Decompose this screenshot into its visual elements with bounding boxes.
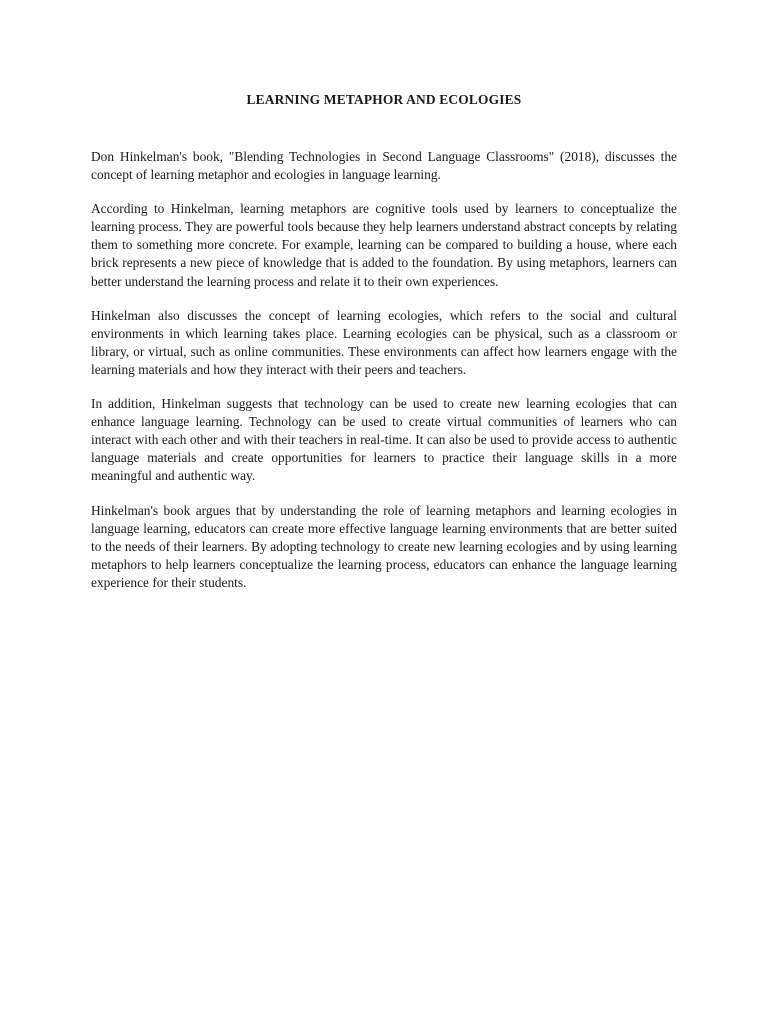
- paragraph-intro: Don Hinkelman's book, "Blending Technologies in Second Language Classrooms" (2018), discusses the concept of learning metaphor and ecologies in language learning.: [91, 149, 677, 183]
- document-body: [91, 148, 677, 608]
- paragraph-learning-metaphors: According to Hinkelman, learning metaphors are cognitive tools used by learners to conceptualize the learning process. They are powerful tools because they help learners understand abstract concepts by relating them to something more concrete. For example, learning can be compared to building a house, where each brick represents a new piece of knowledge that is added to the foundation. By using metaphors, learners can better understand the learning process and relate it to their own experiences.: [91, 201, 677, 289]
- document-title: LEARNING METAPHOR AND ECOLOGIES: [246, 92, 522, 107]
- paragraph-technology: In addition, Hinkelman suggests that technology can be used to create new learning ecologies that can enhance language learning. Technology can be used to create virtual communities of learners who can interact with each other and with their teachers in real-time. It can also be used to provide access to authentic language materials and create opportunities for learners to practice their language skills in a more meaningful and authentic way.: [91, 396, 677, 484]
- paragraph-conclusion: Hinkelman's book argues that by understanding the role of learning metaphors and learning ecologies in language learning, educators can create more effective language learning environments that are better suited to the needs of their learners. By adopting technology to create new learning ecologies and by using learning metaphors to help learners conceptualize the learning process, educators can enhance the language learning experience for their students.: [91, 502, 677, 590]
- paragraph-learning-ecologies: Hinkelman also discusses the concept of learning ecologies, which refers to the social and cultural environments in which learning takes place. Learning ecologies can be physical, such as a classroom or library, or virtual, such as online communities. These environments can affect how learners engage with the learning materials and how they interact with their peers and teachers.: [91, 307, 677, 377]
